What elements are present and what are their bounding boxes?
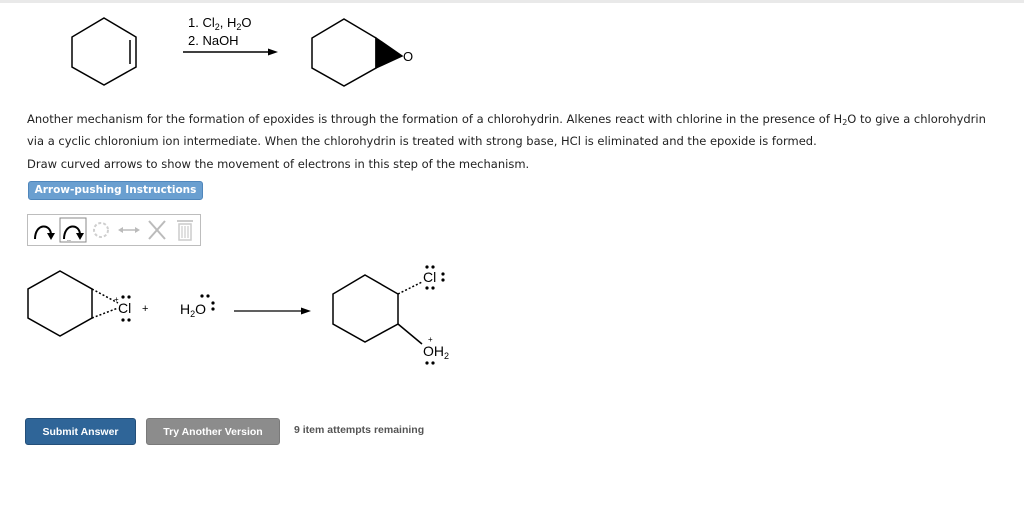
mechanism-canvas[interactable] (0, 258, 520, 378)
submit-answer-button[interactable]: Submit Answer (25, 418, 136, 445)
product-oh2-lone-pairs (425, 361, 434, 364)
product-oh2-label: $OH_2$ (423, 343, 450, 361)
try-another-version-button[interactable]: Try Another Version (146, 418, 280, 445)
svg-text:..: .. (67, 236, 71, 243)
attempts-remaining-text: 9 item attempts remaining (294, 424, 425, 436)
epoxide-oxygen: O (403, 49, 414, 64)
reaction-arrow (183, 49, 278, 56)
delete-x-icon[interactable] (145, 217, 169, 243)
trash-icon[interactable] (173, 217, 197, 243)
chloronium-plus-charge: + (114, 295, 119, 304)
single-curved-arrow-icon[interactable] (30, 217, 58, 243)
plus-sign: + (142, 303, 149, 315)
epoxide-structure (312, 19, 402, 86)
resonance-arrow-icon[interactable] (115, 217, 143, 243)
chloronium-ion-structure (28, 271, 118, 336)
description-paragraph: Another mechanism for the formation of epoxides is through the formation of a chlorohydrin. Alkenes react with chlorine in the presence of $H_2O$ to give a chlorohydrin via a cyclic chloronium ion intermediate. When the chlorohydrin is treated with strong base, HCl is eliminated and the epoxide is formed. (27, 112, 986, 148)
arrow-pushing-instructions-button[interactable]: Arrow-pushing Instructions (28, 181, 203, 200)
mechanism-arrow (234, 308, 311, 315)
reaction-scheme (0, 0, 1024, 100)
chloronium-cl-label: Cl (118, 300, 132, 316)
instruction-text: Draw curved arrows to show the movement of electrons in this step of the mechanism. (27, 157, 530, 171)
cyclohexene-structure (72, 18, 136, 85)
product-cl-label: Cl (423, 269, 437, 285)
drawing-toolbar (27, 214, 201, 246)
lasso-icon[interactable] (90, 217, 114, 243)
product-oxygen-plus-charge: + (428, 335, 433, 344)
water-molecule: $H_2O$ (180, 301, 207, 319)
reagent-line-1: 1. $Cl_2$, $H_2O$ (188, 15, 252, 32)
reagent-line-2: 2. NaOH (188, 33, 239, 48)
double-curved-arrow-icon[interactable] (59, 217, 87, 243)
chlorohydrin-product-structure (333, 275, 422, 344)
